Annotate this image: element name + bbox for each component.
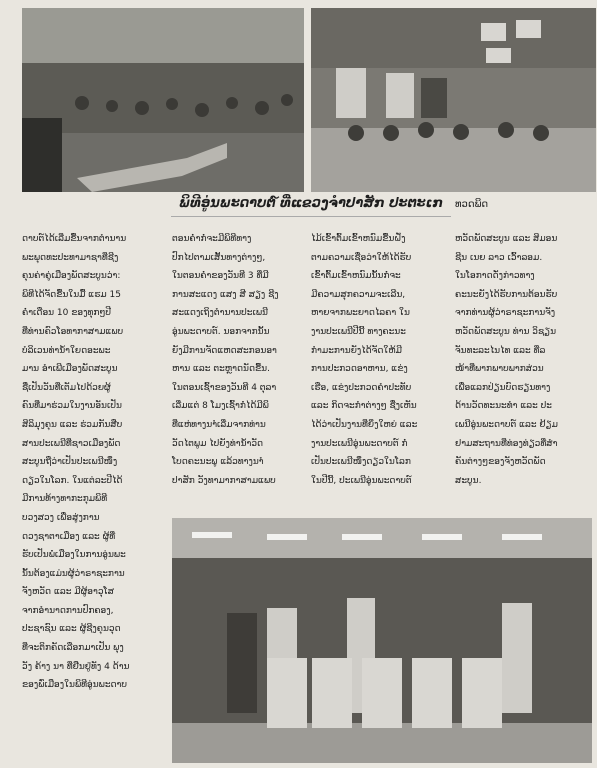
text-line: ສະບູນຖືວ່າເປັນປະເພນີໜຶ່ງ xyxy=(22,457,118,468)
text-line: ຈາກທ່ານຜູ້ວ່າຣາຊະການຈັງ xyxy=(455,308,556,319)
text-line: ວັງ ຄ້າງ ນາ ທີ່ຢືນຢູ່ທັງ 4 ດ້ານ xyxy=(22,661,130,672)
column-top-right: ທວດພິດ xyxy=(455,199,489,210)
text-line: ຈັນທະລະໄນໄທ ແລະ ທີ່ລ xyxy=(455,345,546,356)
text-line: ຊື່ເປັນວັນທີ່ເຕັມໄປດ້ວຍຜູ້ xyxy=(22,382,111,393)
text-line: ຄັນຕ່າງໆຂອງຈັງຫວັດພັດ xyxy=(455,457,546,468)
text-line: ອູ່ນພະດາບຕ໌. ນອກຈາກນັ້ນ xyxy=(172,326,270,337)
text-line: ຄຸນຄ່າຄູ່ເມືອງພັດສະບູນວ່າ: xyxy=(22,271,121,282)
text-line: ມີການທ້າງທາກະກຸມພິທີ xyxy=(22,494,108,505)
text-line: ທີ່ແຫ່ທາງນາໍເລີ່ມຈາກທ່ານ xyxy=(172,419,266,430)
text-line: ດ້ານວັດທະນະທຳ ແລະ ປະ xyxy=(455,401,552,412)
text-line: ມີຄວາມສຸກຄວາມຈະເລີນ, xyxy=(311,289,406,300)
text-line: ພະພຸດທະປະທາມາຊາທີ່ຊີງ xyxy=(22,252,119,263)
text-line: ໃນຕອນຄ່ຳຂອງວັນທີ 3 ທີ່ມີ xyxy=(172,271,269,282)
text-line: ຈັງຫວັດ ແລະ ມີຜູ້ອາວຸໂສ xyxy=(22,587,114,598)
text-line: ບວງສວງ ເພື່ອສູ່ງການ xyxy=(22,512,100,523)
text-line: ເປັນປະເພນີໜຶ່ງດຽວໃນໂລກ xyxy=(311,457,411,468)
text-line: ຫາຍຈາກພະຍາດໄລຄາ ໃນ xyxy=(311,308,410,319)
article-headline: ພິທີອູ່ນພະດາບຕ໌ ທີ່ແຂວງຈຳປາສັກ ປະຕະເກ xyxy=(171,196,451,217)
photo-river-ceremony xyxy=(311,8,596,192)
text-line: ເຮືອ, ແຂ່ງປະກວດຄຳປະທັບ xyxy=(311,382,412,393)
text-line: ຊີນ ເນຍ ລາວ ເວົ້າລອມ. xyxy=(455,252,543,263)
text-line: ແລະ ກິດຈະກຳຕ່າງໆ ຊື່ງເຫັນ xyxy=(311,401,417,412)
text-line: ຕອນຄ່ຳກໍ່ຈະມີພິທີທາງ xyxy=(172,234,252,244)
text-line: ດວງຊາຕາເມືອງ ແລະ ຜູ້ທີ່ xyxy=(22,531,116,542)
text-line: ຄະນະຍັງໄດ້ຮັບການຕ້ອນຮັບ xyxy=(455,289,558,300)
text-line: ດຽວໃນໂລກ. ໃນແຕ່ລະປີໄດ້ xyxy=(22,475,123,486)
text-line: ງານປະເພນີປີນີ້ ທາງຄະນະ xyxy=(311,326,406,337)
text-line: ທີ່ຈະຕິກຄັດເລືອກມາເປັນ ພຸງ xyxy=(22,643,124,654)
text-line: ທີ່ທ່ານຄົວໂອທາກາສາມແພບ xyxy=(22,326,124,337)
text-line: ສິລິມຸງຄຸນ ແລະ ຮ່ວມກັນສືບ xyxy=(22,419,123,430)
text-line: ເພນີອູ່ນພະດາບຕ໌ ແລະ ຢ້ຽມ xyxy=(455,419,558,430)
article-column-3 xyxy=(311,230,449,490)
text-line: ປາສັກ ວັງທາມາກາສາມແພບ xyxy=(172,475,276,486)
text-line: ເຂົ້າຕົ້ມເຂົ້າຫນົມນັ້ນກໍ່ຈະ xyxy=(311,271,401,282)
text-line: ວັດໄຕພູມ ໄປຍັງທ່ານໍ້າວັດ xyxy=(172,438,264,449)
text-line: ດາບຕ໌ໄດ້ເລີ່ມຂື້ນຈາກຕຳນານ xyxy=(22,234,127,244)
text-line: ສະແດງເຖິງຕຳນານປະເພນີ xyxy=(172,308,268,319)
text-line: ການປະກວດອາຫານ, ແຂ່ງ xyxy=(311,364,408,375)
text-line: ຕາມຄວາມເຊື່ອວ່າໃຫ້ໄດ້ຮັບ xyxy=(311,252,412,263)
photo-festival-crowd xyxy=(22,8,304,192)
text-line: ເລີ່ມແຕ່ 8 ໂມງເຊົ້າກໍ່ໄດ້ມີພິ xyxy=(172,401,269,412)
text-line: ໂບດຄະນະພູ ແລ້ວທາງນາໍ xyxy=(172,457,264,468)
text-line: ຂອງພົ່ເມືອງໃນພິທີອູ່ນພະດາບ xyxy=(22,680,128,691)
text-line: ໄມ້ເຂົ້າຕົ້ມເຂົ້າຫນົມຂື້ນຝັ່ງ xyxy=(311,234,406,244)
text-line: ນັ້ນຕ້ອງແມ່ນຜູ້ວ່າຣາຊະການ xyxy=(22,568,125,579)
text-line: ງານປະເພນີອູ່ນພະດາບຕ໌ ກໍ່ xyxy=(311,438,408,449)
text-line: ປະຊາຊົນ ແລະ ຜູ້ຊີງຄຸນວຸດ xyxy=(22,624,121,635)
photo-group-portrait xyxy=(172,518,592,763)
text-line: ຈາກອຳນາດການປົກຄອງ, xyxy=(22,605,114,616)
text-line: ໃນຕອນເຊົ້າຂອງວັນທີ 4 ຕຸລາ xyxy=(172,382,277,393)
text-line: ໃນໂອກາດດັ່ງກ່າວທາງ xyxy=(455,271,535,282)
article-column-1 xyxy=(22,230,167,695)
text-line: ຫວັດພັດສະບູນ ທ່ານ ວິຊຽນ xyxy=(455,326,556,337)
text-line: ໃນປີນີ້, ປະເພນີອູ່ນພະດາບຕ໌ xyxy=(311,475,412,486)
text-line: ມານ ອໍາເພີເມືອງພັດສະບູນ xyxy=(22,364,118,375)
text-line: ຢາມສະຖານທີ່ທ່ອງທ່ຽວທີ່ສຳ xyxy=(455,438,558,449)
text-line: ພິທີໄດ້ຈັດຂື້ນໃນມື້ ແຮມ 15 xyxy=(22,289,122,300)
text-line: ຄ່ຳເດືອນ 10 ຂອງທຸກໆປີ xyxy=(22,308,112,319)
text-line: ສານປະເພນີທີ່ຊາວເມືອງພັດ xyxy=(22,438,121,449)
text-line: ຍັງມີການຈັດແຫດສະກອນອາ xyxy=(172,345,277,356)
text-line: ການສະແດງ ແສງ ສີ ສຽງ ຊີງ xyxy=(172,289,279,300)
text-line: ໄດ້ວ່າເປັນງານທີ່ຍິ່ງໃຫຍ່ ແລະ xyxy=(311,419,418,430)
text-line: ຄົນທີ່ມາຮ່ວມໃນງານອັນເປັນ xyxy=(22,401,122,412)
text-line: ຫານ ແລະ ຕະຫຼາດນັດຂື້ນ. xyxy=(172,364,270,375)
text-line: ເພື່ອແລກປ່ຽນບົດຮຽນທາງ xyxy=(455,382,551,393)
text-line: ບໍລິເວນທ່ານໍ້າໃຍດອະພະ xyxy=(22,345,111,356)
text-line: ຮັບເປັນພໍ່ເມືອງໃນການອູ່ນພະ xyxy=(22,550,126,561)
text-line: ປົກໄປຕາມເສັ້ນທາງຕ່າງໆ, xyxy=(172,252,266,263)
article-column-2 xyxy=(172,230,305,490)
text-line: ຫວັດພັດສະບູນ ແລະ ສິມອນ xyxy=(455,234,558,244)
text-line: ສະບູນ. xyxy=(455,475,482,486)
text-line: ກຳມະການຍັງໄດ້ຈັດໃຫ້ມີ xyxy=(311,345,402,356)
text-line: ໜ້າທີ່ພາກພາບພາກສ່ວນ xyxy=(455,364,544,375)
article-column-4 xyxy=(455,230,595,490)
